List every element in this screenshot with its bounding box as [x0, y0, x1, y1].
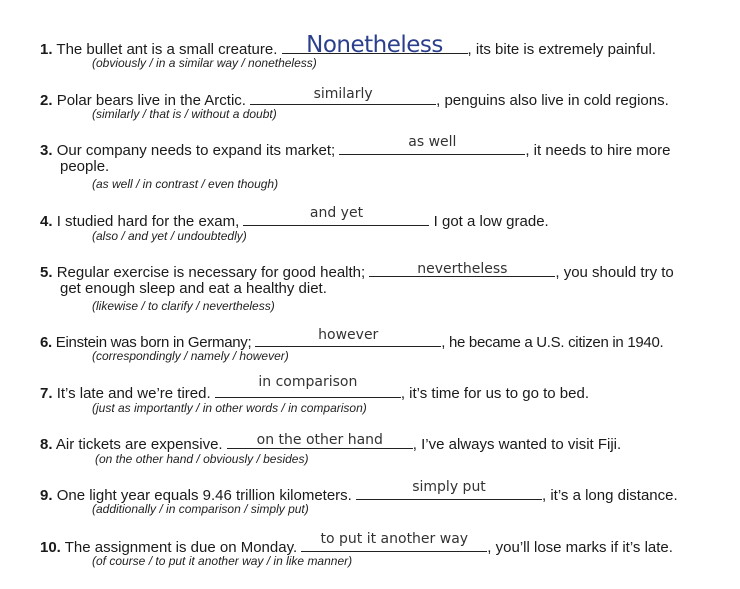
- answer-options: (correspondingly / namely / however): [92, 349, 289, 363]
- answer-options: (additionally / in comparison / simply put): [92, 502, 309, 516]
- item-number: 9.: [40, 487, 53, 504]
- answer-options: (of course / to put it another way / in like manner): [92, 554, 353, 568]
- answer-blank[interactable]: [356, 479, 542, 500]
- typed-answer: as well: [408, 134, 457, 150]
- sentence-start: Air tickets are expensive.: [55, 436, 223, 453]
- answer-options: (obviously / in a similar way / nonetheless): [92, 56, 317, 70]
- answer-blank[interactable]: [215, 374, 401, 398]
- answer-blank[interactable]: [243, 205, 429, 226]
- sentence-end: , its bite is extremely painful.: [467, 41, 656, 58]
- sentence-end: , I’ve always wanted to visit Fiji.: [412, 436, 622, 453]
- sentence-continuation: get enough sleep and eat a healthy diet.: [60, 280, 327, 297]
- answer-options: (also / and yet / undoubtedly): [92, 229, 247, 243]
- typed-answer: however: [318, 327, 379, 343]
- item-number: 6.: [40, 334, 52, 351]
- sentence-end: , it needs to hire more: [525, 142, 671, 159]
- item-number: 8.: [40, 436, 53, 453]
- typed-answer: in comparison: [258, 374, 358, 390]
- item-number: 10.: [40, 539, 61, 556]
- answer-options: (likewise / to clarify / nevertheless): [92, 299, 275, 313]
- sentence-start: The assignment is due on Monday.: [64, 539, 298, 556]
- sentence-start: The bullet ant is a small creature.: [56, 41, 278, 58]
- answer-blank[interactable]: [369, 261, 555, 277]
- sentence-start: Einstein was born in Germany;: [55, 334, 252, 351]
- answer-blank[interactable]: [301, 531, 487, 552]
- sentence-start: Our company needs to expand its market;: [56, 142, 336, 159]
- answer-blank[interactable]: [227, 433, 413, 449]
- sentence-end: , he became a U.S. citizen in 1940.: [441, 334, 664, 351]
- typed-answer: nevertheless: [417, 261, 508, 277]
- typed-answer: on the other hand: [256, 432, 383, 448]
- answer-options: (just as importantly / in other words / in comparison): [92, 401, 367, 415]
- sentence-line: [40, 205, 549, 231]
- sentence-continuation: people.: [60, 158, 110, 175]
- item-number: 1.: [40, 41, 53, 58]
- answer-blank[interactable]: [339, 134, 525, 155]
- answer-blank[interactable]: [282, 32, 468, 58]
- answer-blank[interactable]: [255, 327, 441, 347]
- sentence-end: , you’ll lose marks if it’s late.: [487, 539, 673, 556]
- sentence-line: [40, 374, 589, 403]
- sentence-start: Regular exercise is necessary for good health;: [56, 264, 366, 281]
- typed-answer: simply put: [412, 479, 486, 495]
- sentence-end: I got a low grade.: [433, 213, 549, 230]
- answer-options: (similarly / that is / without a doubt): [92, 107, 277, 121]
- typed-answer: and yet: [309, 205, 364, 221]
- sentence-line: [40, 433, 621, 454]
- sentence-end: , you should try to: [555, 264, 674, 281]
- handwritten-answer: Nonetheless: [306, 32, 443, 58]
- sentence-end: , it’s time for us to go to bed.: [400, 385, 589, 402]
- sentence-start: Polar bears live in the Arctic.: [56, 92, 246, 109]
- typed-answer: to put it another way: [320, 531, 469, 547]
- sentence-start: It’s late and we’re tired.: [56, 385, 211, 402]
- item-number: 7.: [40, 385, 53, 402]
- answer-options: (on the other hand / obviously / besides): [95, 452, 309, 466]
- answer-options: (as well / in contrast / even though): [92, 177, 279, 191]
- item-number: 2.: [40, 92, 53, 109]
- item-number: 4.: [40, 213, 53, 230]
- sentence-line: [40, 134, 671, 160]
- sentence-end: , it’s a long distance.: [542, 487, 678, 504]
- sentence-line: [40, 261, 674, 282]
- answer-blank[interactable]: [250, 86, 436, 105]
- sentence-end: , penguins also live in cold regions.: [436, 92, 669, 109]
- sentence-start: One light year equals 9.46 trillion kilometers.: [56, 487, 352, 504]
- item-number: 5.: [40, 264, 53, 281]
- sentence-start: I studied hard for the exam,: [56, 213, 240, 230]
- typed-answer: similarly: [313, 86, 373, 102]
- item-number: 3.: [40, 142, 53, 159]
